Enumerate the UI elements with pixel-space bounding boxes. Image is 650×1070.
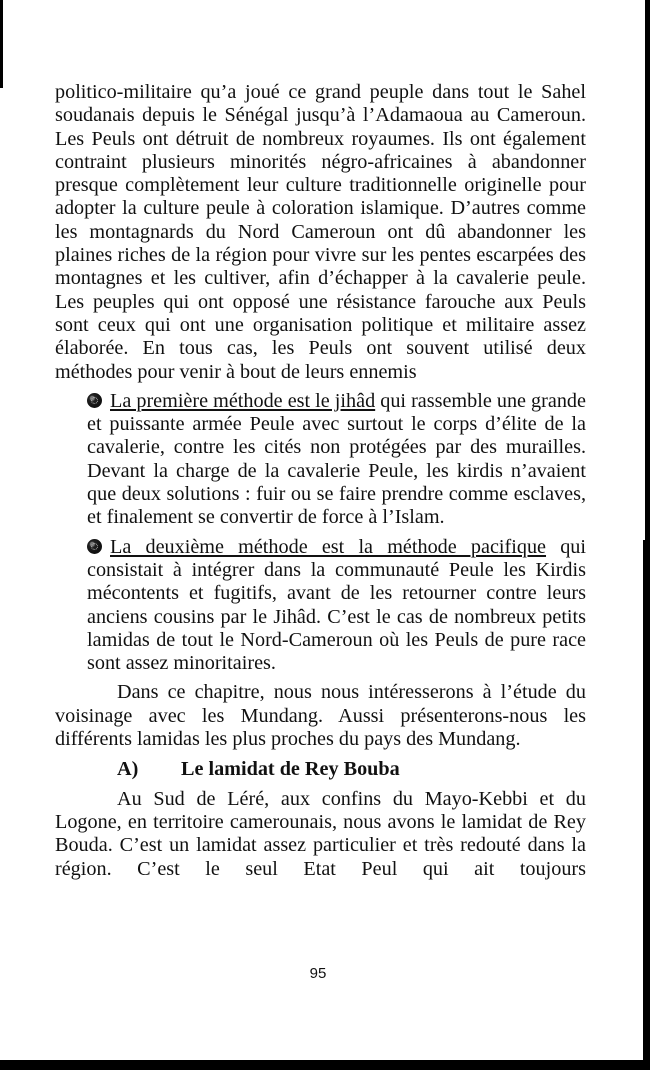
chapter-paragraph: Dans ce chapitre, nous nous intéresserons à l’étude du voisinage avec les Mundang. Aussi présenterons-nous les différents lamidas les plus proches du pays des Mundang.	[55, 681, 586, 751]
section-title: Le lamidat de Rey Bouba	[181, 758, 400, 781]
scan-edge-right-inner	[643, 540, 645, 1070]
scan-edge-bottom	[0, 1060, 650, 1070]
section-heading	[55, 758, 586, 781]
bullet-text: qui consistait à intégrer dans la communauté Peule les Kirdis mécontents et fugitifs, avant de les retourner contre leurs anciens cousins par le Jihâd. C’est le cas de nombreux petits lamidas de tout le Nord-Cameroun où les Peuls de pure race sont assez minoritaires.	[87, 535, 586, 675]
bullet-lead-underlined: La deuxième méthode est la méthode pacifique	[110, 535, 547, 558]
intro-paragraph: politico-militaire qu’a joué ce grand peuple dans tout le Sahel soudanais depuis le Sénégal jusqu’à l’Adamaoua au Cameroun. Les Peuls ont détruit de nombreux royaumes. Ils ont également contraint plusieurs minorités négro-africaines à abandonner presque complètement leur culture traditionnelle originelle pour adopter la culture peule à coloration islamique. D’autres comme les montagnards du Nord Cameroun ont dû abandonner les plaines riches de la région pour vivre sur les pentes escarpées des montagnes et les cultiver, afin d’échapper à la cavalerie peule. Les peuples qui ont opposé une résistance farouche aux Peuls sont ceux qui ont une organisation politique et militaire assez élaborée. En tous cas, les Peuls ont souvent utilisé deux méthodes pour venir à bout de leurs ennemis	[55, 81, 586, 383]
scan-edge-left	[0, 0, 3, 88]
bullet-text: qui rassemble une grande et puissante armée Peule avec surtout le corps d’élite de la cavalerie, contre les cités non protégées par des murailles. Devant la charge de la cavalerie Peule, les kirdis n’avaient que deux solutions : fuir ou se faire prendre comme esclaves, et finalement se convertir de force à l’Islam.	[87, 389, 586, 529]
page-number: 95	[309, 965, 327, 982]
bullet-item-jihad	[87, 390, 586, 530]
flower-bullet-icon	[87, 393, 102, 408]
flower-bullet-icon	[87, 539, 102, 554]
section-number: A)	[117, 758, 139, 781]
section-paragraph: Au Sud de Léré, aux confins du Mayo-Kebbi et du Logone, en territoire camerounais, nous avons le lamidat de Rey Bouda. C’est un lamidat assez particulier et très redouté dans la région. C’est le seul Etat Peul qui ait toujours	[55, 787, 586, 880]
bullet-lead-underlined: La première méthode est le jihâd	[110, 389, 376, 412]
book-page	[55, 81, 586, 881]
bullet-item-pacific	[87, 536, 586, 676]
scan-edge-right	[645, 0, 650, 1070]
